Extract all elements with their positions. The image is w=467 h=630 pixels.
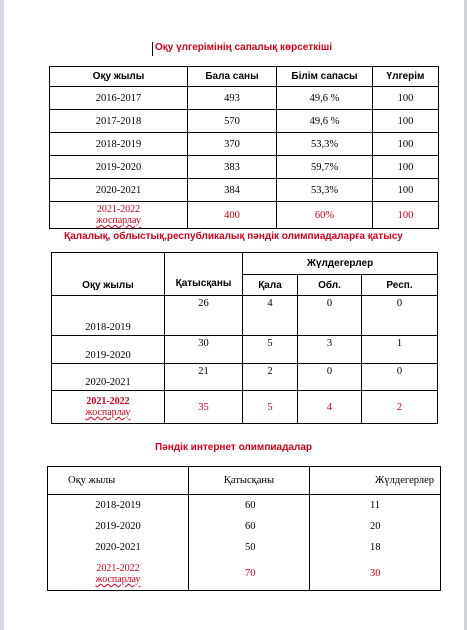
cell-participants: 21 [165, 364, 243, 391]
plan-row [48, 558, 441, 591]
cell-quality: 49,6 % [277, 110, 373, 133]
table-row [50, 110, 439, 133]
cell-republic: 0 [362, 296, 438, 336]
cell-plan-city: 5 [243, 391, 298, 424]
col-header-participants: Қатысқаны [189, 467, 310, 495]
plan-row [52, 391, 438, 424]
table-row [50, 133, 439, 156]
col-header-republic: Респ. [362, 275, 438, 296]
cell-republic: 0 [362, 364, 438, 391]
cell-year: 2016-2017 [50, 87, 188, 110]
cell-progress: 100 [373, 133, 439, 156]
cell-winners: 11 [310, 495, 441, 516]
cell-plan-students: 400 [188, 202, 277, 229]
cell-plan-participants: 35 [165, 391, 243, 424]
cell-region: 0 [298, 364, 362, 391]
table-header-row [50, 67, 439, 87]
col-header-quality: Білім сапасы [277, 67, 373, 87]
olympiad-table [51, 252, 438, 424]
quality-table [49, 66, 439, 229]
cell-year: 2020-2021 [48, 537, 189, 558]
cell-region: 3 [298, 336, 362, 364]
col-header-city: Қала [243, 275, 298, 296]
cell-city: 2 [243, 364, 298, 391]
cell-year: 2019-2020 [48, 516, 189, 537]
cell-city: 5 [243, 336, 298, 364]
cell-quality: 53,3% [277, 133, 373, 156]
cell-plan-winners: 30 [310, 558, 441, 591]
cell-plan-region: 4 [298, 391, 362, 424]
cell-region: 0 [298, 296, 362, 336]
cell-plan-year: 2021-2022 жоспарлау [50, 202, 188, 229]
cell-winners: 20 [310, 516, 441, 537]
cell-year: 2019-2020 [52, 336, 165, 364]
cell-progress: 100 [373, 87, 439, 110]
table-header-row [52, 253, 438, 275]
table3-title: Пәндік интернет олимпиадалар [154, 442, 313, 453]
cell-plan-quality: 60% [277, 202, 373, 229]
table-row [50, 179, 439, 202]
cell-participants: 30 [165, 336, 243, 364]
cell-year: 2020-2021 [50, 179, 188, 202]
table1-title: Оқу үлгерімінің сапалық көрсеткіші [155, 42, 332, 53]
col-header-progress: Үлгерім [373, 67, 439, 87]
cell-year: 2017-2018 [50, 110, 188, 133]
col-header-region: Обл. [298, 275, 362, 296]
cell-students: 384 [188, 179, 277, 202]
text-cursor [152, 42, 153, 56]
cell-plan-year: 2021-2022 жоспарлау [52, 391, 165, 424]
col-header-participants: Қатысқаны [165, 253, 243, 296]
cell-year: 2018-2019 [52, 296, 165, 336]
table-row [48, 495, 441, 516]
cell-students: 383 [188, 156, 277, 179]
cell-plan-year: 2021-2022 жоспарлау [48, 558, 189, 591]
table-row [52, 296, 438, 336]
table-row [48, 516, 441, 537]
table-row [50, 87, 439, 110]
plan-row [50, 202, 439, 229]
cell-year: 2020-2021 [52, 364, 165, 391]
cell-participants: 60 [189, 495, 310, 516]
internet-olympiad-table [47, 466, 441, 591]
col-header-year: Оқу жылы [48, 467, 189, 495]
cell-progress: 100 [373, 156, 439, 179]
cell-quality: 59,7% [277, 156, 373, 179]
col-header-winners: Жүлдегерлер [243, 253, 438, 275]
table-header-row [48, 467, 441, 495]
cell-year: 2018-2019 [50, 133, 188, 156]
cell-progress: 100 [373, 179, 439, 202]
col-header-year: Оқу жылы [52, 253, 165, 296]
cell-quality: 49,6 % [277, 87, 373, 110]
table-row [52, 336, 438, 364]
cell-participants: 50 [189, 537, 310, 558]
cell-plan-progress: 100 [373, 202, 439, 229]
cell-republic: 1 [362, 336, 438, 364]
col-header-year: Оқу жылы [50, 67, 188, 87]
cell-quality: 53,3% [277, 179, 373, 202]
table2-title: Қалалық, облыстық,республикалық пәндік олимпиадаларға қатысу [64, 231, 403, 242]
cell-students: 493 [188, 87, 277, 110]
cell-city: 4 [243, 296, 298, 336]
page-edge-left [0, 0, 4, 630]
cell-plan-republic: 2 [362, 391, 438, 424]
col-header-winners: Жүлдегерлер [310, 467, 441, 495]
table-row [52, 364, 438, 391]
cell-participants: 26 [165, 296, 243, 336]
col-header-students: Бала саны [188, 67, 277, 87]
cell-plan-participants: 70 [189, 558, 310, 591]
table-row [48, 537, 441, 558]
table-row [50, 156, 439, 179]
cell-winners: 18 [310, 537, 441, 558]
cell-year: 2018-2019 [48, 495, 189, 516]
cell-students: 370 [188, 133, 277, 156]
cell-participants: 60 [189, 516, 310, 537]
cell-progress: 100 [373, 110, 439, 133]
cell-year: 2019-2020 [50, 156, 188, 179]
cell-students: 570 [188, 110, 277, 133]
